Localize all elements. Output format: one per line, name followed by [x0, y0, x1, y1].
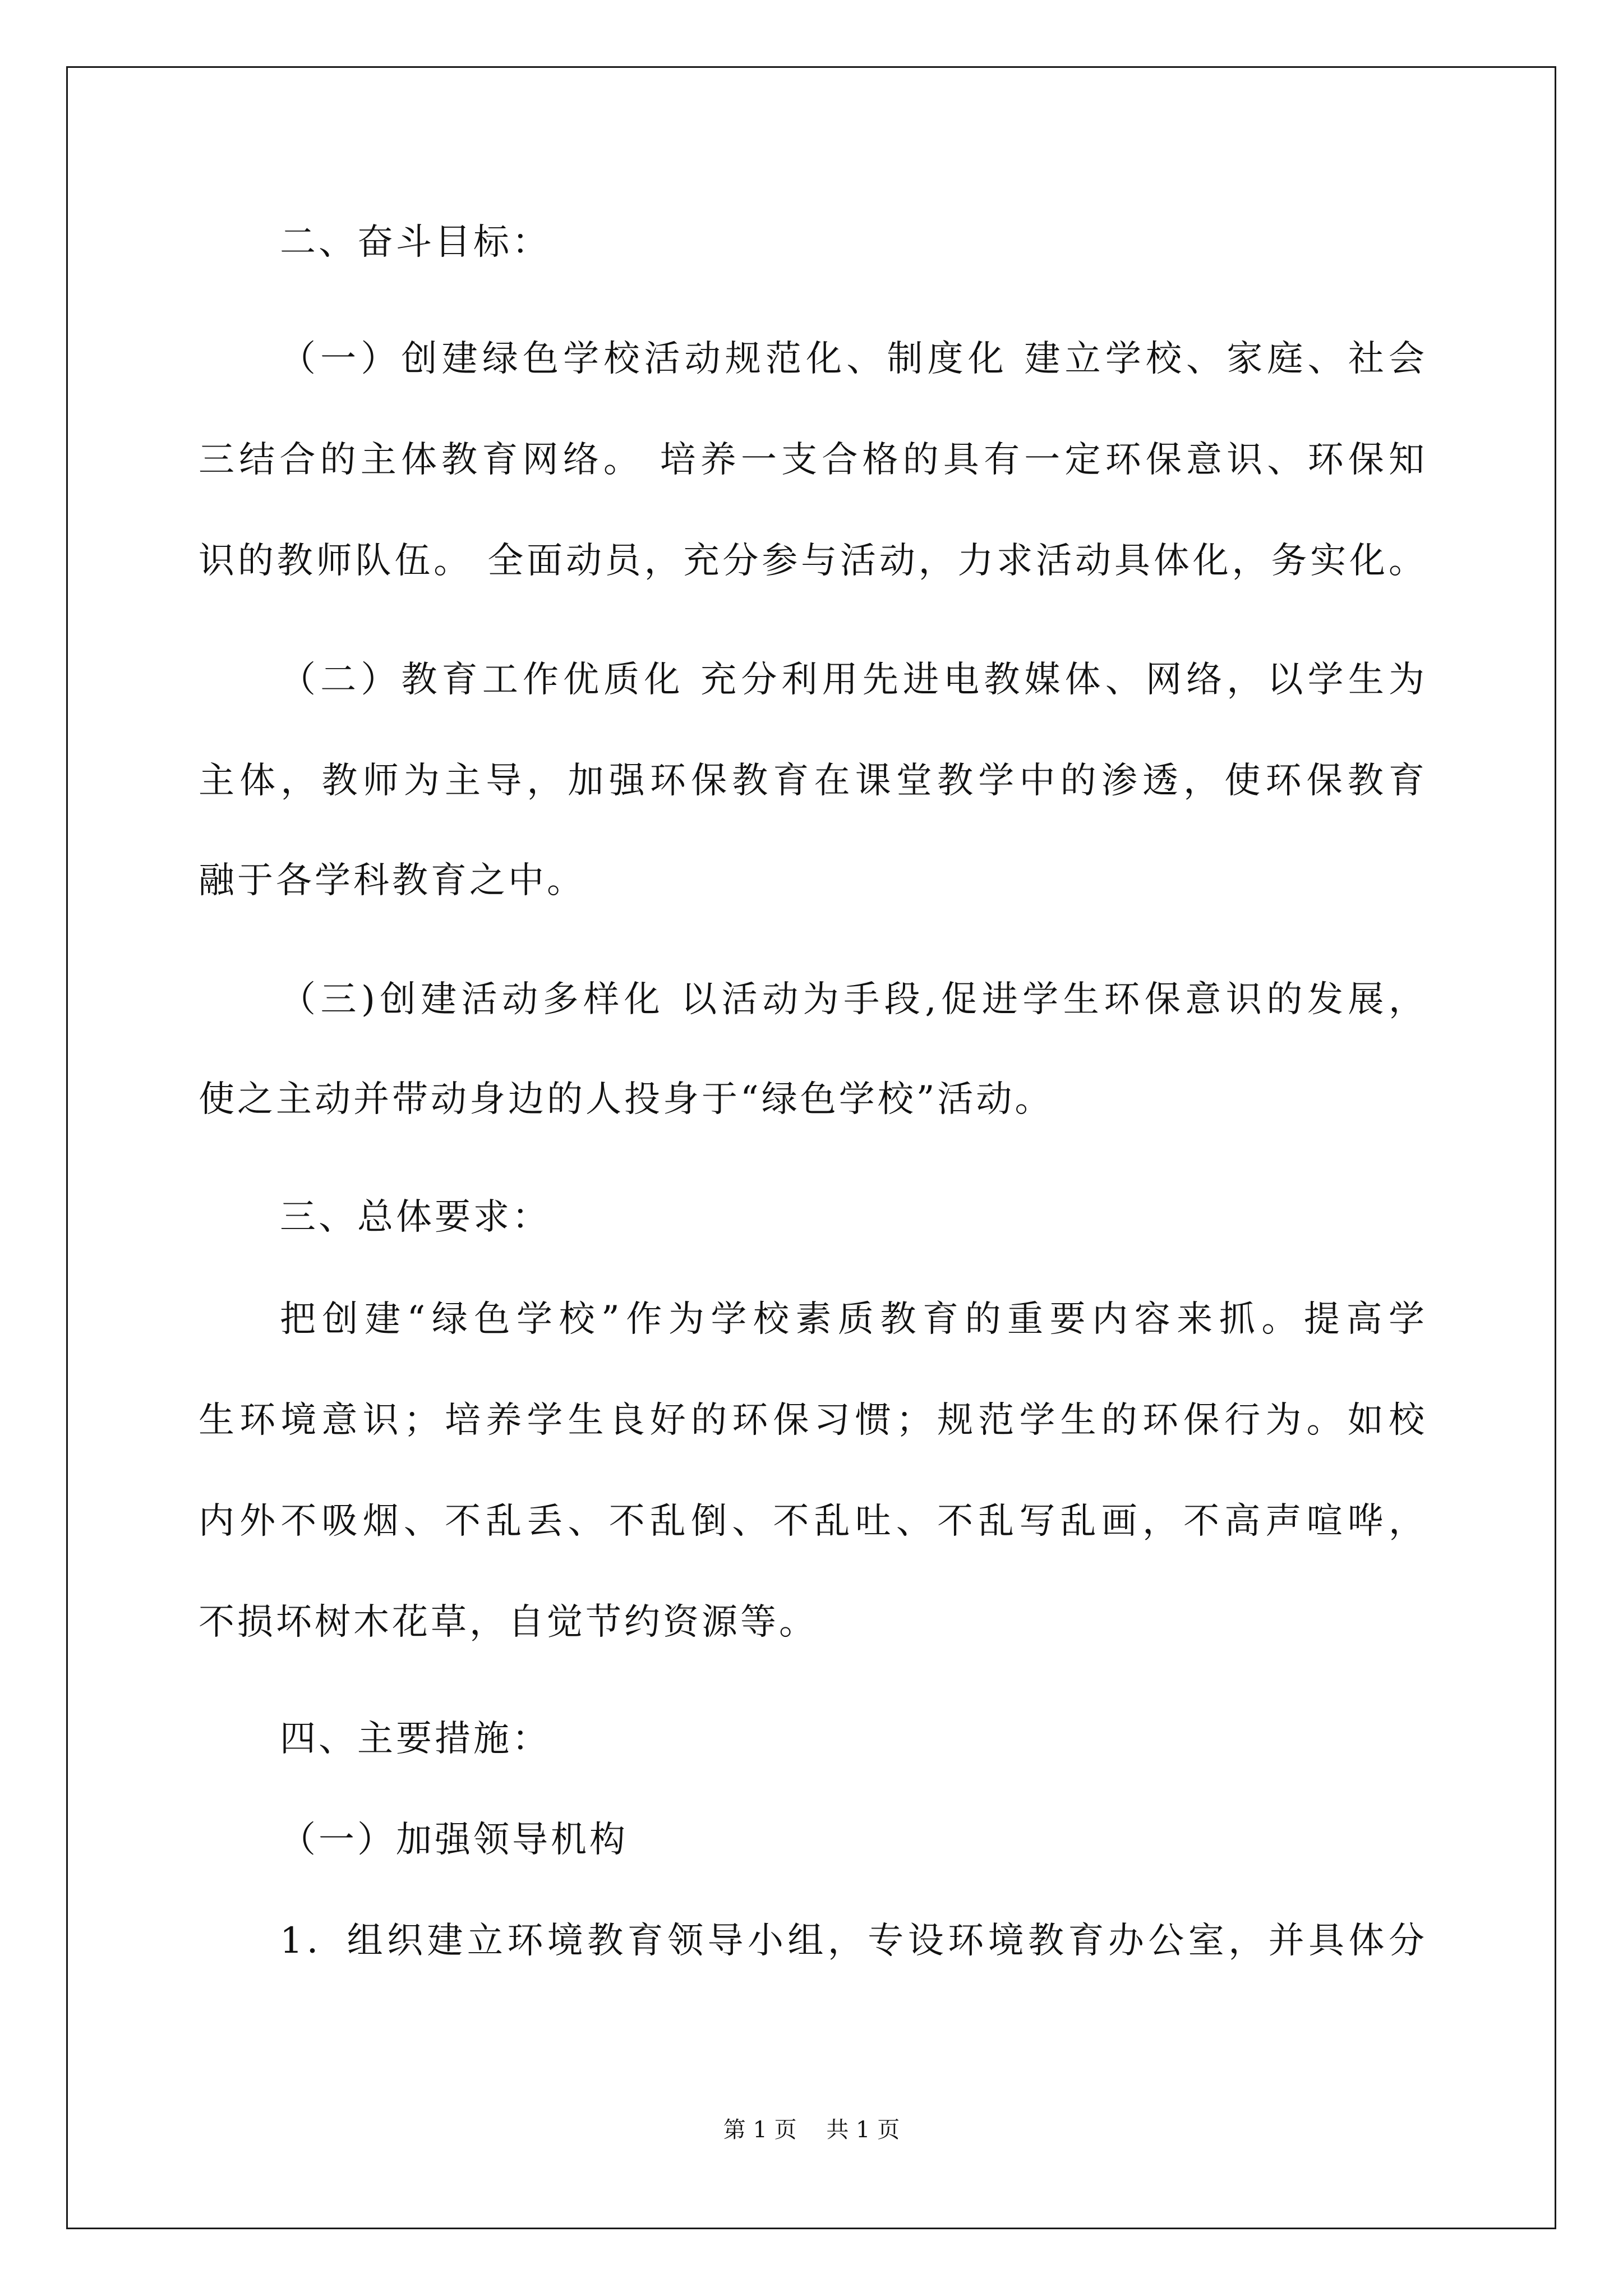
heading-goals: 二、奋斗目标： [280, 222, 551, 263]
page-border [66, 66, 1556, 2229]
paragraph-line: 把创建“绿色学校”作为学校素质教育的重要内容来抓。提高学 [280, 1299, 1424, 1340]
paragraph-line: 三结合的主体教育网络。 培养一支合格的具有一定环保意识、环保知 [199, 439, 1424, 481]
paragraph-line: 识的教师队伍。 全面动员，充分参与活动，力求活动具体化，务实化。 [199, 540, 1424, 582]
heading-requirements: 三、总体要求： [280, 1197, 551, 1238]
heading-measures: 四、主要措施： [280, 1718, 551, 1760]
paragraph-line: （二）教育工作优质化 充分利用先进电教媒体、网络，以学生为 [280, 659, 1424, 701]
paragraph-line: 主体，教师为主导，加强环保教育在课堂教学中的渗透，使环保教育 [199, 760, 1424, 802]
paragraph-line: （三)创建活动多样化 以活动为手段,促进学生环保意识的发展， [280, 979, 1424, 1020]
paragraph-line: 内外不吸烟、不乱丢、不乱倒、不乱吐、不乱写乱画，不高声喧哗， [199, 1501, 1424, 1542]
paragraph-line: 融于各学科教育之中。 [199, 860, 585, 901]
paragraph-line: 不损坏树木花草，自觉节约资源等。 [199, 1602, 818, 1643]
paragraph-line: 使之主动并带动身边的人投身于“绿色学校”活动。 [199, 1079, 1054, 1120]
paragraph-line: （一）创建绿色学校活动规范化、制度化 建立学校、家庭、社会 [280, 338, 1424, 380]
paragraph-line: 生环境意识；培养学生良好的环保习惯；规范学生的环保行为。如校 [199, 1400, 1424, 1441]
subheading-leadership: （一）加强领导机构 [280, 1819, 628, 1861]
page-number: 第 1 页 共 1 页 [723, 2117, 900, 2143]
paragraph-line: 1．组织建立环境教育领导小组，专设环境教育办公室，并具体分 [280, 1920, 1424, 1962]
